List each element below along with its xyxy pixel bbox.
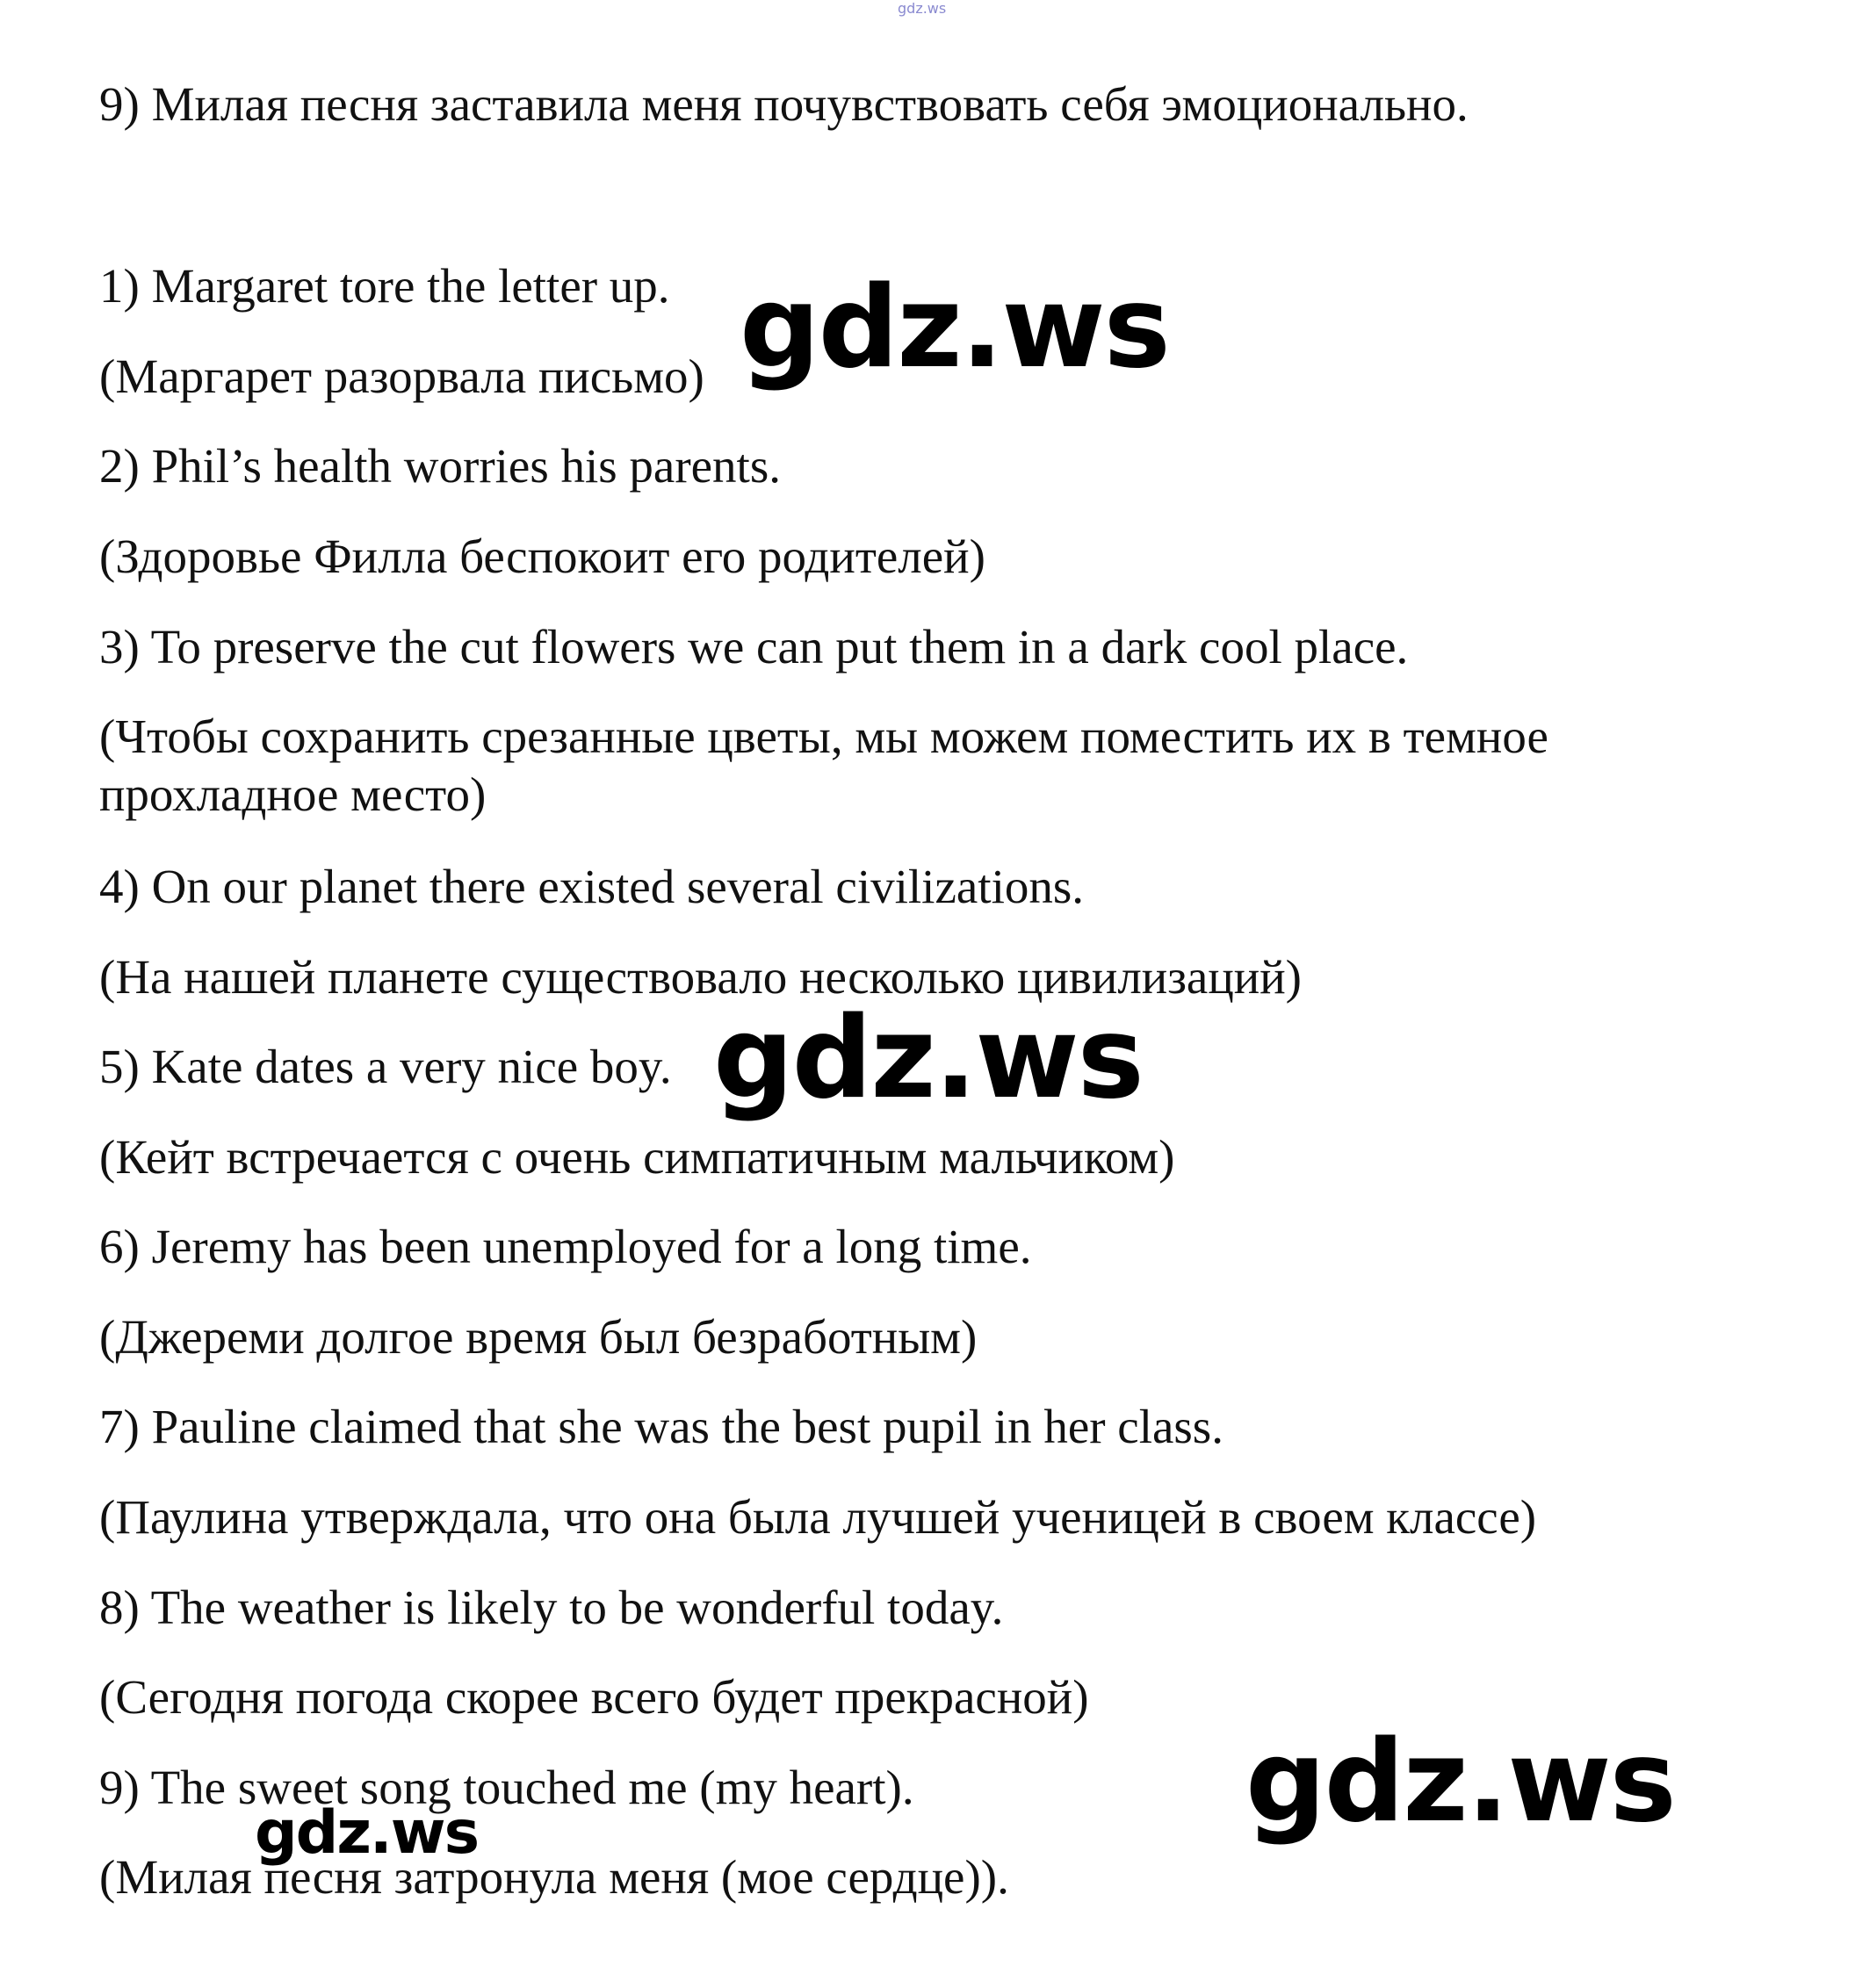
item-4-english: 4) On our planet there existed several civilizations. — [99, 860, 1085, 913]
item-7-russian: (Паулина утверждала, что она была лучшей ученицей в своем классе) — [99, 1490, 1537, 1544]
item-4-russian: (На нашей планете существовало несколько цивилизаций) — [99, 950, 1302, 1004]
item-1-english: 1) Margaret tore the letter up. — [99, 259, 670, 313]
watermark-logo-2: gdz.ws — [713, 993, 1143, 1124]
item-6-english: 6) Jeremy has been unemployed for a long time. — [99, 1220, 1032, 1273]
item-9-russian: (Милая песня затронула меня (мое сердце)). — [99, 1850, 1009, 1904]
watermark-logo-3: gdz.ws — [1245, 1717, 1675, 1848]
item-6-russian: (Джереми долгое время был безработным) — [99, 1310, 978, 1364]
item-9-english: 9) The sweet song touched me (my heart). — [99, 1761, 914, 1814]
item-3-english: 3) To preserve the cut flowers we can put them in a dark cool place. — [99, 620, 1409, 673]
intro-line: 9) Милая песня заставила меня почувствовать себя эмоционально. — [99, 77, 1469, 131]
item-8-english: 8) The weather is likely to be wonderful today. — [99, 1581, 1004, 1634]
item-7-english: 7) Pauline claimed that she was the best pupil in her class. — [99, 1400, 1223, 1453]
item-2-russian: (Здоровье Филла беспокоит его родителей) — [99, 529, 985, 583]
item-5-russian: (Кейт встречается с очень симпатичным мальчиком) — [99, 1130, 1175, 1184]
item-3-russian: (Чтобы сохранить срезанные цветы, мы можем поместить их в темное прохладное место) — [99, 709, 1548, 821]
top-watermark: gdz.ws — [898, 0, 947, 17]
item-2-english: 2) Phil’s health worries his parents. — [99, 439, 781, 493]
watermark-logo-1: gdz.ws — [740, 263, 1169, 393]
item-8-russian: (Сегодня погода скорее всего будет прекрасной) — [99, 1670, 1089, 1724]
watermark-logo-4: gdz.ws — [255, 1798, 479, 1868]
item-1-russian: (Маргарет разорвала письмо) — [99, 349, 704, 403]
item-5-english: 5) Kate dates a very nice boy. — [99, 1040, 672, 1093]
